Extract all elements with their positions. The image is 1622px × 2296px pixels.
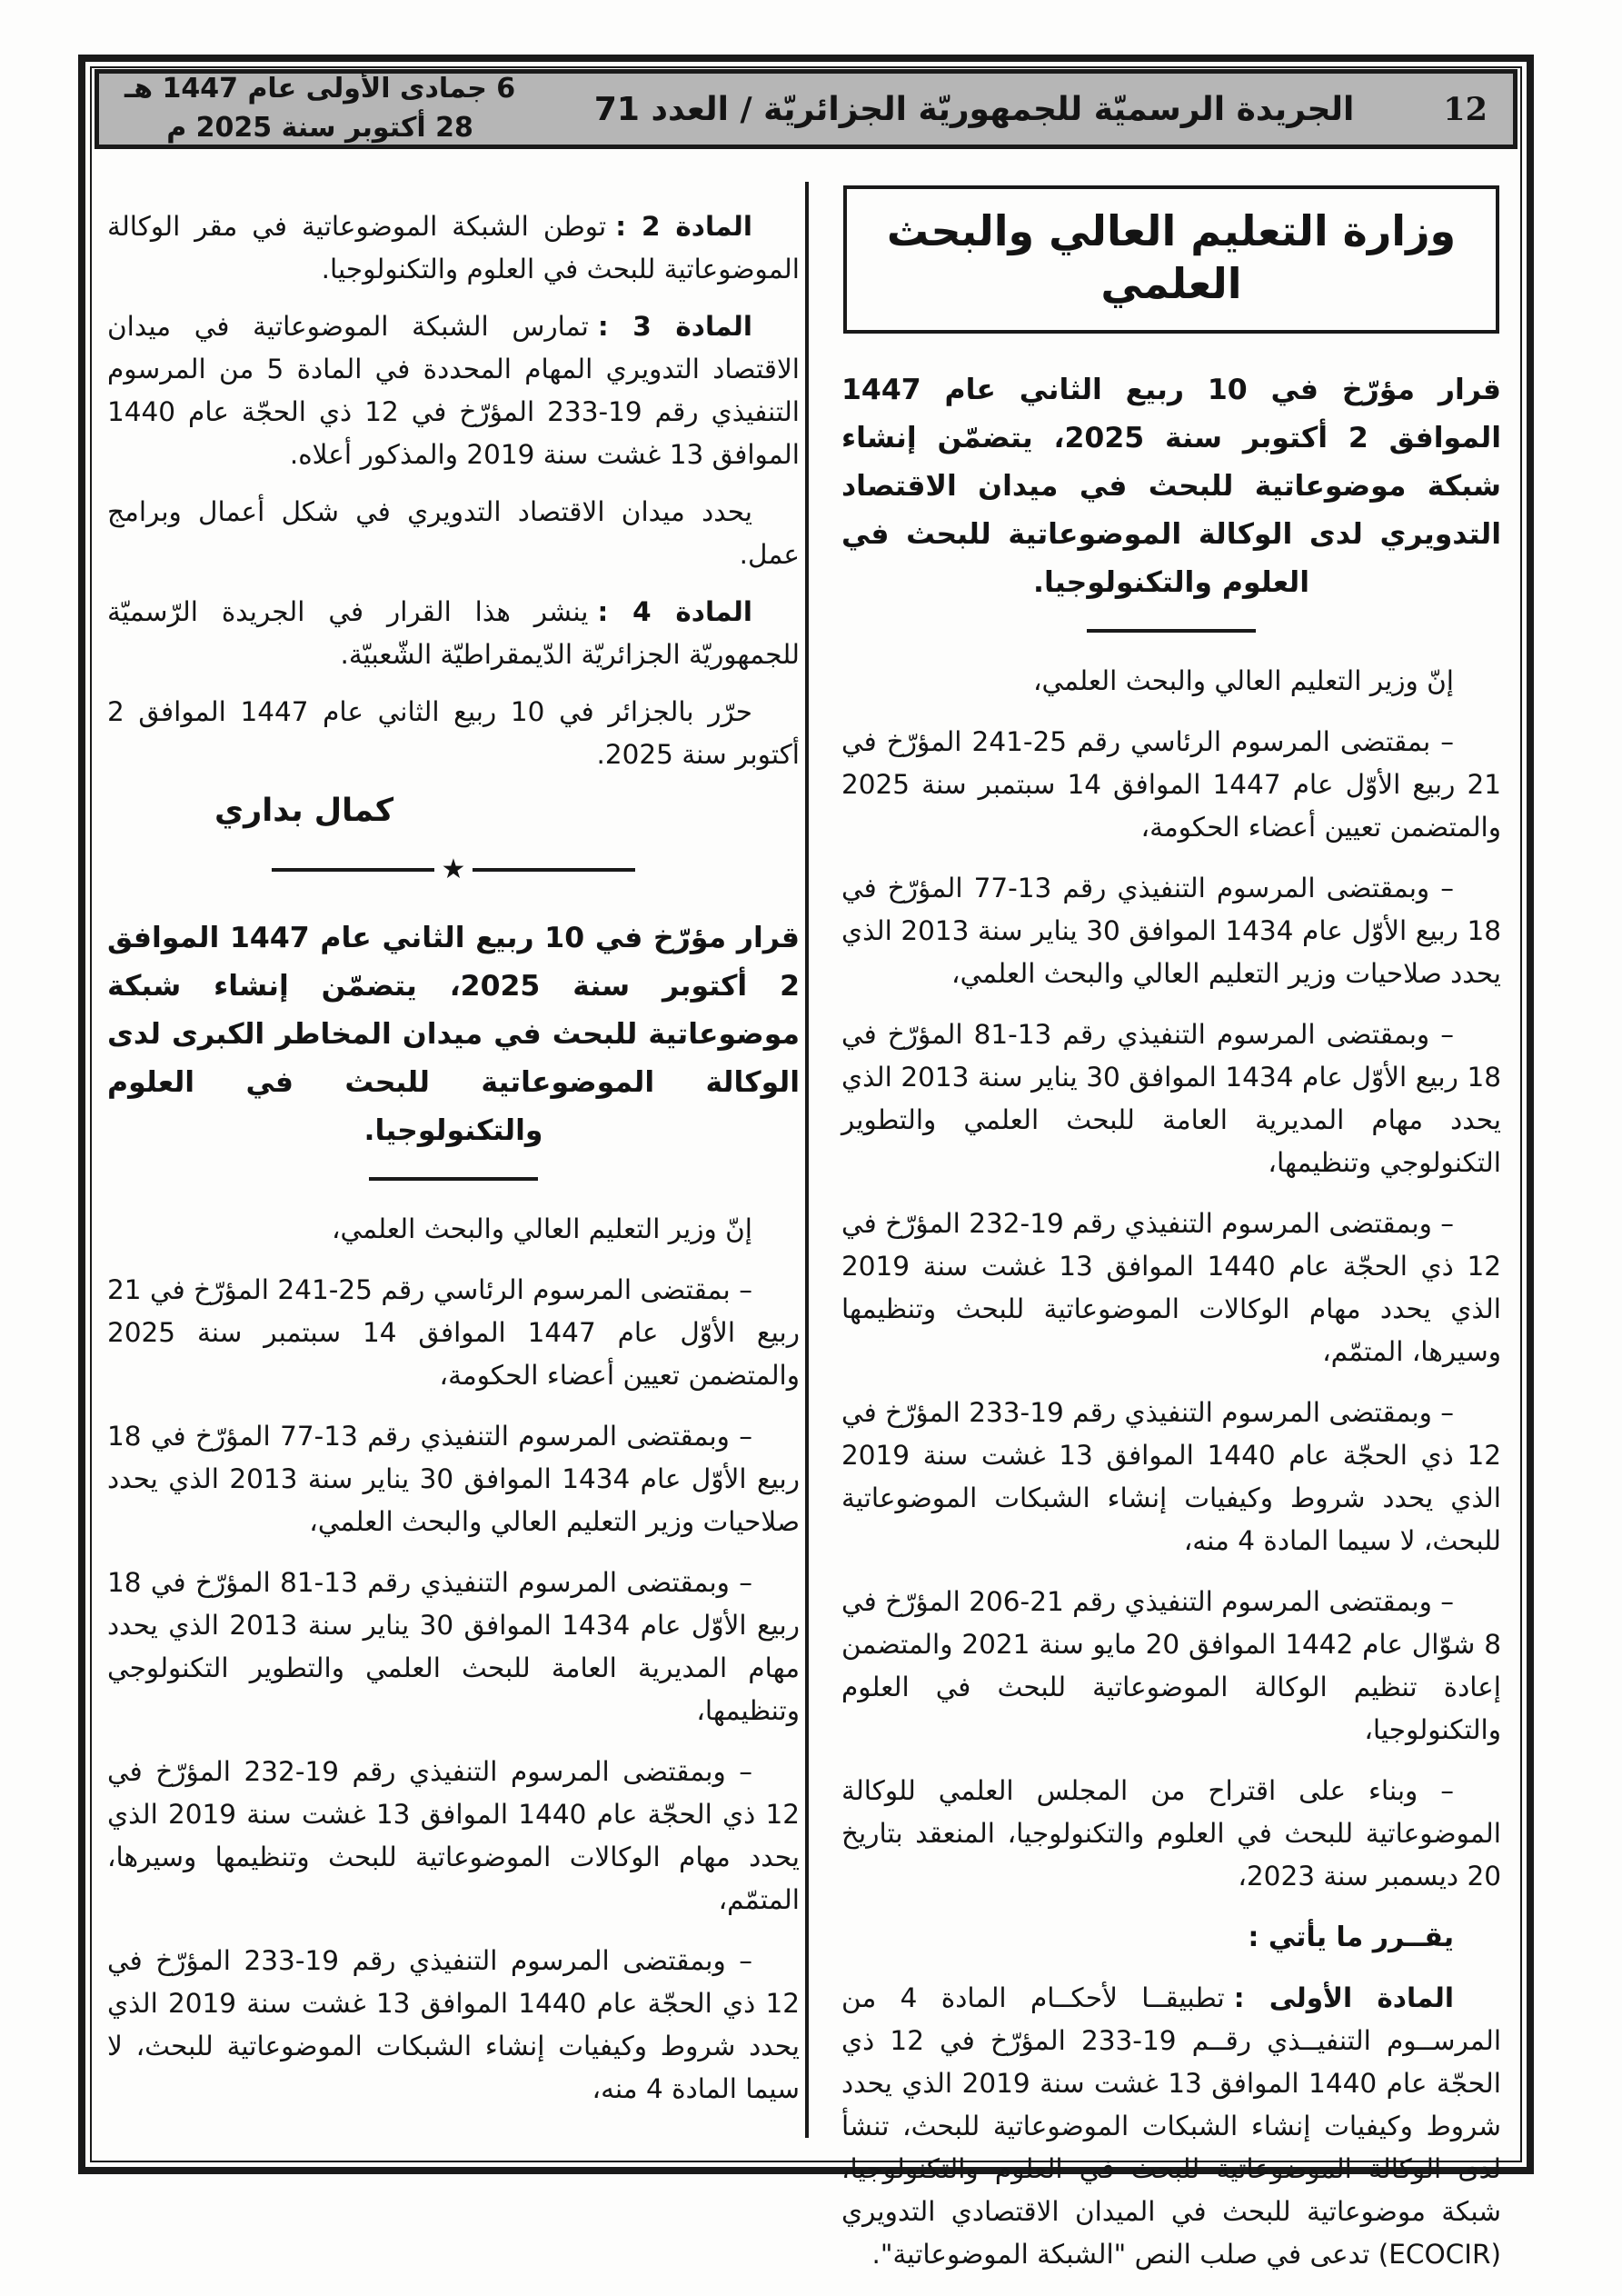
header-title-wrap xyxy=(515,91,1433,128)
journal-title: الجريدة الرسميّة للجمهوريّة الجزائريّة / العدد 71 xyxy=(593,90,1355,128)
visa-item: – وبمقتضى المرسوم التنفيذي رقم 19‏-‏233 المؤرّخ في 12 ذي الحجّة عام 1440 الموافق 13 غشت سنة 2019 الذي يحدد شروط وكيفيات إنشاء الشبكات الموضوعاتية للبحث، لا سيما المادة 4 منه، xyxy=(841,1396,1502,1556)
article-1 xyxy=(841,1977,1501,2276)
article-3-label: المادة 3 : xyxy=(597,311,752,342)
separator-rule xyxy=(1087,629,1256,633)
article-4 xyxy=(107,591,800,676)
visa-item: – وبمقتضى المرسوم التنفيذي رقم 13‏-‏81 المؤرّخ في 18 ربيع الأوّل عام 1434 الموافق 30 يناير سنة 2013 الذي يحدد مهام المديرية العامة للبحث العلمي والتطوير التكنولوجي وتنظيمها، xyxy=(107,1566,801,1726)
star-icon: ★ xyxy=(441,854,466,885)
article-4-label: المادة 4 : xyxy=(597,596,752,627)
column-left xyxy=(107,205,800,2129)
article-2-label: المادة 2 : xyxy=(615,211,752,242)
signature-name: كمال بداري xyxy=(214,793,394,829)
decree2-title: قرار مؤرّخ في 10 ربيع الثاني عام 1447 الموافق 2 أكتوبر سنة 2025، يتضمّن إنشاء شبكة موضوعاتية للبحث في ميدان المخاطر الكبرى لدى الوكالة الموضوعاتية للبحث في العلوم والتكنولوجيا. xyxy=(107,922,800,1147)
visa-item: – وبمقتضى المرسوم التنفيذي رقم 13‏-‏77 المؤرّخ في 18 ربيع الأوّل عام 1434 الموافق 30 يناير سنة 2013 الذي يحدد صلاحيات وزير التعليم العالي والبحث العلمي، xyxy=(107,1420,801,1537)
article-2-text: توطن الشبكة الموضوعاتية في مقر الوكالة الموضوعاتية للبحث في العلوم والتكنولوجيا. xyxy=(107,211,800,285)
article-3-text: تمارس الشبكة الموضوعاتية في ميدان الاقتصاد التدويري المهام المحددة في المادة 5 من المرسوم التنفيذي رقم 19‏-‏233 المؤرّخ في 12 ذي الحجّة عام 1440 الموافق 13 غشت سنة 2019 والمذكور أعلاه. xyxy=(107,311,801,470)
visa-item: – وبمقتضى المرسوم التنفيذي رقم 13‏-‏81 المؤرّخ في 18 ربيع الأوّل عام 1434 الموافق 30 يناير سنة 2013 الذي يحدد مهام المديرية العامة للبحث العلمي والتطوير التكنولوجي وتنظيمها، xyxy=(841,1018,1501,1178)
column-right xyxy=(841,185,1501,2291)
visa-item: – وبمقتضى المرسوم التنفيذي رقم 13‏-‏77 المؤرّخ في 18 ربيع الأوّل عام 1434 الموافق 30 يناير سنة 2013 الذي يحدد صلاحيات وزير التعليم العالي والبحث العلمي، xyxy=(841,872,1501,989)
article-4-text: ينشر هذا القرار في الجريدة الرّسميّة للجمهوريّة الجزائريّة الدّيمقراطيّة الشّعبيّة. xyxy=(107,596,800,670)
visa-item: – وبمقتضى المرسوم التنفيذي رقم 21‏-‏206 المؤرّخ في 8 شوّال عام 1442 الموافق 20 مايو سنة 2021 والمتضمن إعادة تنظيم الوكالة الموضوعاتية للبحث في العلوم والتكنولوجيا، xyxy=(841,1585,1502,1745)
decree2-minister-intro: إنّ وزير التعليم العالي والبحث العلمي، xyxy=(331,1213,752,1244)
article-1-label: المادة الأولى : xyxy=(1233,1982,1454,2013)
hijri-date: 6 جمادى الأولى عام 1447 هـ xyxy=(124,73,516,105)
visa-item: – وبمقتضى المرسوم التنفيذي رقم 19‏-‏233 المؤرّخ في 12 ذي الحجّة عام 1440 الموافق 13 غشت سنة 2019 الذي يحدد شروط وكيفيات إنشاء الشبكات الموضوعاتية للبحث، لا سيما المادة 4 منه، xyxy=(107,1944,800,2104)
article-1-text: تطبيقــا لأحكــام المادة 4 من المرســوم التنفيــذي رقــم 19‏-‏233 المؤرّخ في 12 ذي الحجّة عام 1440 الموافق 13 غشت سنة 2019 الذي يحدد شروط وكيفيات إنشاء الشبكات الموضوعاتية للبحث، تنشأ لدى الوكالة الموضوعاتية للبحث في العلوم والتكنولوجيا، شبكة موضوعاتية للبحث في الميدان الاقتصادي التدويري (ECOCIR) تدعى في صلب النص "الشبكة الموضوعاتية". xyxy=(841,1982,1502,2270)
separator-rule xyxy=(369,1177,538,1181)
star-separator-line xyxy=(272,868,434,872)
decree1-minister-intro: إنّ وزير التعليم العالي والبحث العلمي، xyxy=(1032,664,1454,696)
ministry-title-box: وزارة التعليم العالي والبحث العلمي xyxy=(843,185,1499,334)
article-3 xyxy=(107,305,800,476)
visa-item: – وبناء على اقتراح من المجلس العلمي للوكالة الموضوعاتية للبحث في العلوم والتكنولوجيا، المنعقد بتاريخ 20 ديسمبر سنة 2023، xyxy=(841,1774,1501,1892)
star-separator xyxy=(272,856,635,883)
star-separator-line xyxy=(473,868,635,872)
article-3-extra: يحدد ميدان الاقتصاد التدويري في شكل أعمال وبرامج عمل. xyxy=(107,496,800,570)
decree1-title: قرار مؤرّخ في 10 ربيع الثاني عام 1447 الموافق 2 أكتوبر سنة 2025، يتضمّن إنشاء شبكة موضوعاتية للبحث في ميدان الاقتصاد التدويري لدى الوكالة الموضوعاتية للبحث في العلوم والتكنولوجيا. xyxy=(841,374,1501,599)
header-bar xyxy=(95,69,1518,149)
column-divider xyxy=(805,182,809,2138)
visa-item: – بمقتضى المرسوم الرئاسي رقم 25‏-‏241 المؤرّخ في 21 ربيع الأوّل عام 1447 الموافق 14 سبتمبر سنة 2025 والمتضمن تعيين أعضاء الحكومة، xyxy=(107,1273,800,1391)
visa-item: – وبمقتضى المرسوم التنفيذي رقم 19‏-‏232 المؤرّخ في 12 ذي الحجّة عام 1440 الموافق 13 غشت سنة 2019 الذي يحدد مهام الوكالات الموضوعاتية للبحث وتنظيمها وسيرها، المتمّم، xyxy=(841,1207,1502,1367)
visa-item: – بمقتضى المرسوم الرئاسي رقم 25‏-‏241 المؤرّخ في 21 ربيع الأوّل عام 1447 الموافق 14 سبتمبر سنة 2025 والمتضمن تعيين أعضاء الحكومة، xyxy=(841,725,1501,843)
decree1-decides-line: يقــرر ما يأتي : xyxy=(1248,1921,1454,1953)
page-number: 12 xyxy=(1443,90,1488,128)
article-2 xyxy=(107,205,800,291)
visa-item: – وبمقتضى المرسوم التنفيذي رقم 19‏-‏232 المؤرّخ في 12 ذي الحجّة عام 1440 الموافق 13 غشت سنة 2019 الذي يحدد مهام الوكالات الموضوعاتية للبحث وتنظيمها وسيرها، المتمّم، xyxy=(107,1755,800,1915)
signature-place-line: حرّر بالجزائر في 10 ربيع الثاني عام 1447 الموافق 2 أكتوبر سنة 2025. xyxy=(107,696,800,770)
gregorian-date: 28 أكتوبر سنة 2025 م xyxy=(166,112,473,144)
header-dates xyxy=(124,70,515,147)
